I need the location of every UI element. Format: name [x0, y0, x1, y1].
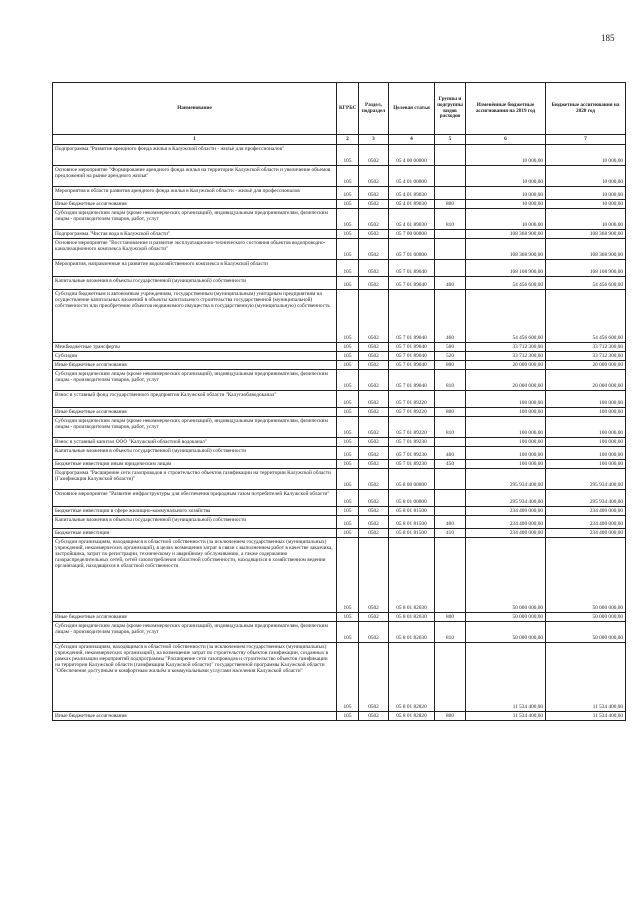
row-group: 810 — [435, 209, 466, 230]
table-row — [53, 145, 626, 166]
row-amount-2020: 50 000 000,00 — [546, 622, 626, 643]
header-group: Группы и подгруппы видов расходов — [435, 83, 466, 135]
row-name: Субсидии юридическим лицам (кроме некоммерческих организаций), индивидуальным предпринимателям, физическим лицам - производителям товаров, работ, услуг — [53, 417, 337, 438]
row-group — [435, 438, 466, 447]
row-section: 0502 — [359, 200, 389, 209]
row-group — [435, 145, 466, 166]
row-name: Субсидии юридическим лицам (кроме некоммерческих организаций), индивидуальным предпринимателям, физическим лицам - производителям товаров, работ, услуг — [53, 370, 337, 391]
row-code: 105 — [337, 438, 359, 447]
row-group — [435, 643, 466, 712]
row-amount-2019: 108 168 900,00 — [466, 260, 546, 277]
row-section: 0502 — [359, 343, 389, 352]
row-section: 0502 — [359, 361, 389, 370]
row-group: 810 — [435, 370, 466, 391]
row-code: 105 — [337, 613, 359, 622]
row-amount-2019: 20 000 000,00 — [466, 370, 546, 391]
row-group — [435, 187, 466, 200]
row-article: 05 7 01 89040 — [389, 361, 435, 370]
column-number: 7 — [546, 135, 626, 145]
table-row — [53, 507, 626, 516]
row-name: Взнос в уставный фонд государственного предприятия Калужской области "Калугаоблводоканал" — [53, 391, 337, 408]
row-amount-2019: 100 000,00 — [466, 460, 546, 469]
row-group — [435, 490, 466, 507]
row-code: 105 — [337, 538, 359, 613]
row-section: 0502 — [359, 239, 389, 260]
row-article: 05 8 00 00000 — [389, 469, 435, 490]
row-name: Бюджетные инвестиции в сфере жилищно-коммунального хозяйства — [53, 507, 337, 516]
row-amount-2019: 100 000,00 — [466, 438, 546, 447]
row-name: Субсидии юридическим лицам (кроме некоммерческих организаций), индивидуальным предпринимателям, физическим лицам - производителям товаров, работ, услуг — [53, 622, 337, 643]
row-code: 105 — [337, 408, 359, 417]
row-article: 05 7 01 89040 — [389, 260, 435, 277]
row-name: Субсидии организациям, находящимся в областной собственности (за исключением государственных (муниципальных) учреждений, некоммерческих организаций), на возмещение затрат по строительству объектов газификации, созданных в рамках реализации мероприятий подпрограммы "Расширение сети газопроводов и строительство объектов газификации на территории Калужской области (газификация Калужской области)" государственной программы Калужской области "Обеспечение доступным и комфортным жильём и коммунальными услугами населения Калужской области" — [53, 643, 337, 712]
row-code: 105 — [337, 516, 359, 529]
row-amount-2020: 54 456 600,00 — [546, 277, 626, 290]
row-amount-2020: 10 000,00 — [546, 166, 626, 187]
header-section: Раздел, подраздел — [359, 83, 389, 135]
row-group: 450 — [435, 460, 466, 469]
row-article: 05 7 01 89220 — [389, 408, 435, 417]
table-row — [53, 230, 626, 239]
row-amount-2019: 234 400 000,00 — [466, 507, 546, 516]
row-code: 105 — [337, 145, 359, 166]
row-amount-2020: 100 000,00 — [546, 438, 626, 447]
row-amount-2019: 234 400 000,00 — [466, 516, 546, 529]
row-section: 0502 — [359, 469, 389, 490]
row-code: 105 — [337, 277, 359, 290]
column-number: 5 — [435, 135, 466, 145]
row-name: Капитальные вложения в объекты государственной (муниципальной) собственности — [53, 277, 337, 290]
row-group: 800 — [435, 613, 466, 622]
row-article: 05 7 01 89040 — [389, 343, 435, 352]
row-group — [435, 260, 466, 277]
row-amount-2019: 108 368 900,00 — [466, 230, 546, 239]
table-row — [53, 209, 626, 230]
row-amount-2019: 50 000 000,00 — [466, 622, 546, 643]
row-group — [435, 239, 466, 260]
row-section: 0502 — [359, 712, 389, 721]
row-amount-2020: 100 000,00 — [546, 417, 626, 438]
table-row — [53, 277, 626, 290]
table-row — [53, 361, 626, 370]
row-name: Взнос в уставный капитал ООО "Калужский областной водоканал" — [53, 438, 337, 447]
row-name: Субсидии организациям, находящимся в областной собственности (за исключением государственных (муниципальных) учреждений, некоммерческих организаций), в целях возмещения затрат в связи с выполнением работ в качестве заказчика, застройщика, затрат по регистрации, техническому и аварийному обслуживанию, а также содержанию газораспределительных сетей, сетей газопотребления областной собственности, находящихся в хозяйственном ведении организаций, находящихся в областной собственности — [53, 538, 337, 613]
row-amount-2020: 234 400 000,00 — [546, 516, 626, 529]
row-amount-2019: 54 456 600,00 — [466, 290, 546, 343]
row-amount-2019: 295 934 400,00 — [466, 490, 546, 507]
table-row — [53, 166, 626, 187]
page-number: 185 — [601, 33, 615, 43]
row-section: 0502 — [359, 643, 389, 712]
row-amount-2019: 10 000,00 — [466, 166, 546, 187]
table-row — [53, 643, 626, 712]
table-body — [53, 145, 626, 721]
row-code: 105 — [337, 239, 359, 260]
table-row — [53, 260, 626, 277]
row-section: 0502 — [359, 290, 389, 343]
column-number: 4 — [389, 135, 435, 145]
table-row — [53, 391, 626, 408]
row-section: 0502 — [359, 230, 389, 239]
row-article: 05 7 01 89220 — [389, 391, 435, 408]
table-row — [53, 447, 626, 460]
row-code: 105 — [337, 290, 359, 343]
row-section: 0502 — [359, 408, 389, 417]
row-group: 800 — [435, 361, 466, 370]
row-amount-2020: 234 400 000,00 — [546, 529, 626, 538]
row-code: 105 — [337, 391, 359, 408]
table-row — [53, 529, 626, 538]
row-amount-2020: 11 534 400,00 — [546, 712, 626, 721]
header-article: Целевая статья — [389, 83, 435, 135]
row-amount-2020: 10 000,00 — [546, 145, 626, 166]
row-amount-2020: 10 000,00 — [546, 187, 626, 200]
row-name: Подпрограмма "Чистая вода в Калужской области" — [53, 230, 337, 239]
row-name: Подпрограмма "Расширение сети газопроводов и строительство объектов газификации на территории Калужской области (Газификация Калужской области)" — [53, 469, 337, 490]
table-row — [53, 469, 626, 490]
row-article: 05 8 01 00000 — [389, 490, 435, 507]
row-amount-2020: 10 000,00 — [546, 209, 626, 230]
row-section: 0502 — [359, 516, 389, 529]
row-amount-2020: 108 368 900,00 — [546, 239, 626, 260]
row-amount-2019: 50 000 000,00 — [466, 613, 546, 622]
row-article: 05 8 01 81500 — [389, 507, 435, 516]
row-name: Иные бюджетные ассигнования — [53, 200, 337, 209]
row-section: 0502 — [359, 277, 389, 290]
row-article: 05 8 01 81500 — [389, 516, 435, 529]
row-name: Бюджетные инвестиции — [53, 529, 337, 538]
row-name: Капитальные вложения в объекты государственной (муниципальной) собственности — [53, 516, 337, 529]
row-code: 105 — [337, 460, 359, 469]
row-code: 105 — [337, 529, 359, 538]
row-section: 0502 — [359, 622, 389, 643]
row-section: 0502 — [359, 538, 389, 613]
row-article: 05 7 01 89040 — [389, 370, 435, 391]
row-group: 400 — [435, 447, 466, 460]
row-article: 05 8 01 82630 — [389, 538, 435, 613]
row-amount-2019: 10 000,00 — [466, 145, 546, 166]
row-amount-2019: 100 000,00 — [466, 408, 546, 417]
table-row — [53, 622, 626, 643]
row-group — [435, 507, 466, 516]
table-row — [53, 290, 626, 343]
row-article: 05 7 01 89230 — [389, 460, 435, 469]
row-code: 105 — [337, 417, 359, 438]
column-number: 6 — [466, 135, 546, 145]
row-section: 0502 — [359, 352, 389, 361]
row-amount-2019: 108 368 900,00 — [466, 239, 546, 260]
row-amount-2019: 11 534 400,00 — [466, 712, 546, 721]
row-code: 105 — [337, 260, 359, 277]
row-amount-2019: 100 000,00 — [466, 391, 546, 408]
row-group: 400 — [435, 277, 466, 290]
row-amount-2019: 50 000 000,00 — [466, 538, 546, 613]
row-amount-2019: 33 712 300,00 — [466, 343, 546, 352]
row-article: 05 7 01 89230 — [389, 438, 435, 447]
table-row — [53, 613, 626, 622]
row-amount-2019: 54 456 600,00 — [466, 277, 546, 290]
row-code: 105 — [337, 361, 359, 370]
row-amount-2019: 234 400 000,00 — [466, 529, 546, 538]
row-group — [435, 166, 466, 187]
row-code: 105 — [337, 622, 359, 643]
row-section: 0502 — [359, 438, 389, 447]
row-code: 105 — [337, 469, 359, 490]
row-article: 05 7 01 89230 — [389, 447, 435, 460]
row-code: 105 — [337, 712, 359, 721]
row-name: Капитальные вложения в объекты государственной (муниципальной) собственности — [53, 447, 337, 460]
column-number: 1 — [53, 135, 337, 145]
row-amount-2019: 20 000 000,00 — [466, 361, 546, 370]
row-amount-2020: 20 000 000,00 — [546, 361, 626, 370]
row-amount-2019: 10 000,00 — [466, 187, 546, 200]
row-article: 05 8 01 82820 — [389, 712, 435, 721]
row-name: Основное мероприятие "Формирование арендного фонда жилья на территории Калужской области и увеличение объемов предложений на рынке арендного жилья" — [53, 166, 337, 187]
row-amount-2020: 234 400 000,00 — [546, 507, 626, 516]
header-code: КГРБС — [337, 83, 359, 135]
row-amount-2020: 11 534 400,00 — [546, 643, 626, 712]
row-name: Субсидии юридическим лицам (кроме некоммерческих организаций), индивидуальным предпринимателям, физическим лицам - производителям товаров, работ, услуг — [53, 209, 337, 230]
row-section: 0502 — [359, 370, 389, 391]
row-group: 800 — [435, 200, 466, 209]
row-section: 0502 — [359, 447, 389, 460]
row-amount-2019: 33 712 300,00 — [466, 352, 546, 361]
row-article: 05 4 01 89030 — [389, 209, 435, 230]
table-row — [53, 408, 626, 417]
row-code: 105 — [337, 200, 359, 209]
header-name: Наименование — [53, 83, 337, 135]
column-number: 2 — [337, 135, 359, 145]
row-amount-2020: 295 934 400,00 — [546, 469, 626, 490]
row-article: 05 4 01 00000 — [389, 166, 435, 187]
row-amount-2019: 100 000,00 — [466, 447, 546, 460]
table-row — [53, 343, 626, 352]
row-name: Бюджетные инвестиции иным юридическим лицам — [53, 460, 337, 469]
row-group — [435, 391, 466, 408]
row-amount-2019: 295 934 400,00 — [466, 469, 546, 490]
row-code: 105 — [337, 507, 359, 516]
row-amount-2020: 100 000,00 — [546, 408, 626, 417]
row-name: Основное мероприятие "Восстановление и развитие эксплуатационно-технического состояния объектов водопроводно-канализационного комплекса Калужской области" — [53, 239, 337, 260]
column-number-row — [53, 135, 626, 145]
row-article: 05 8 01 82630 — [389, 622, 435, 643]
row-group: 400 — [435, 516, 466, 529]
row-article: 05 4 01 89030 — [389, 200, 435, 209]
row-section: 0502 — [359, 613, 389, 622]
row-article: 05 4 01 89030 — [389, 187, 435, 200]
row-amount-2020: 295 934 400,00 — [546, 490, 626, 507]
row-section: 0502 — [359, 166, 389, 187]
header-amount-2019: Изменённые бюджетные ассигнования на 2019 год — [466, 83, 546, 135]
header-amount-2020: Бюджетные ассигнования на 2020 год — [546, 83, 626, 135]
row-section: 0502 — [359, 529, 389, 538]
row-article: 05 8 01 81500 — [389, 529, 435, 538]
table-row — [53, 417, 626, 438]
row-group: 810 — [435, 417, 466, 438]
row-name: Основное мероприятие "Развитие инфраструктуры для обеспечения природным газом потребителей Калужской области" — [53, 490, 337, 507]
row-section: 0502 — [359, 417, 389, 438]
row-group: 800 — [435, 712, 466, 721]
row-amount-2020: 50 000 000,00 — [546, 538, 626, 613]
row-amount-2019: 10 000,00 — [466, 209, 546, 230]
row-code: 105 — [337, 447, 359, 460]
row-code: 105 — [337, 187, 359, 200]
row-section: 0502 — [359, 507, 389, 516]
row-article: 05 7 01 00000 — [389, 239, 435, 260]
row-code: 105 — [337, 352, 359, 361]
row-section: 0502 — [359, 187, 389, 200]
row-section: 0502 — [359, 391, 389, 408]
row-amount-2020: 100 000,00 — [546, 447, 626, 460]
table-row — [53, 712, 626, 721]
row-section: 0502 — [359, 490, 389, 507]
row-amount-2020: 10 000,00 — [546, 200, 626, 209]
row-name: Иные бюджетные ассигнования — [53, 361, 337, 370]
row-amount-2019: 100 000,00 — [466, 417, 546, 438]
table-row — [53, 538, 626, 613]
row-code: 105 — [337, 643, 359, 712]
row-code: 105 — [337, 209, 359, 230]
row-code: 105 — [337, 370, 359, 391]
row-amount-2020: 33 712 300,00 — [546, 343, 626, 352]
table-row — [53, 460, 626, 469]
row-name: Подпрограмма "Развитие арендного фонда жилья в Калужской области - жильё для профессионалов" — [53, 145, 337, 166]
table-header-row — [53, 83, 626, 135]
row-section: 0502 — [359, 460, 389, 469]
row-name: Субсидии бюджетным и автономным учреждениям, государственным (муниципальным) унитарным предприятиям на осуществление капитальных вложений в объекты капитального строительства государственной (муниципальной) собственности или приобретение объектов недвижимого имущества в государственную (муниципальную) собственность — [53, 290, 337, 343]
row-amount-2020: 33 712 300,00 — [546, 352, 626, 361]
table-row — [53, 187, 626, 200]
row-amount-2019: 10 000,00 — [466, 200, 546, 209]
row-group: 520 — [435, 352, 466, 361]
row-group — [435, 230, 466, 239]
row-article: 05 7 00 00000 — [389, 230, 435, 239]
row-group: 460 — [435, 290, 466, 343]
budget-table — [52, 82, 626, 721]
row-group: 500 — [435, 343, 466, 352]
row-group: 810 — [435, 622, 466, 643]
row-code: 105 — [337, 166, 359, 187]
row-name: Иные бюджетные ассигнования — [53, 613, 337, 622]
row-group — [435, 538, 466, 613]
table-row — [53, 438, 626, 447]
row-amount-2020: 100 000,00 — [546, 460, 626, 469]
row-article: 05 4 00 00000 — [389, 145, 435, 166]
row-amount-2020: 50 000 000,00 — [546, 613, 626, 622]
table-row — [53, 370, 626, 391]
row-amount-2020: 108 168 900,00 — [546, 260, 626, 277]
row-section: 0502 — [359, 260, 389, 277]
table-row — [53, 516, 626, 529]
row-group: 410 — [435, 529, 466, 538]
row-amount-2020: 54 456 600,00 — [546, 290, 626, 343]
table-row — [53, 352, 626, 361]
row-section: 0502 — [359, 145, 389, 166]
table-row — [53, 239, 626, 260]
row-name: Межбюджетные трансферты — [53, 343, 337, 352]
row-article: 05 7 01 89040 — [389, 352, 435, 361]
row-amount-2019: 11 534 400,00 — [466, 643, 546, 712]
row-name: Иные бюджетные ассигнования — [53, 712, 337, 721]
row-name: Иные бюджетные ассигнования — [53, 408, 337, 417]
row-article: 05 7 01 89040 — [389, 277, 435, 290]
row-name: Субсидии — [53, 352, 337, 361]
row-name: Мероприятия, направленные на развитие водохозяйственного комплекса в Калужской области — [53, 260, 337, 277]
row-article: 05 8 01 82630 — [389, 613, 435, 622]
row-group: 800 — [435, 408, 466, 417]
row-amount-2020: 20 000 000,00 — [546, 370, 626, 391]
row-code: 105 — [337, 490, 359, 507]
column-number: 3 — [359, 135, 389, 145]
row-article: 05 7 01 89040 — [389, 290, 435, 343]
row-name: Мероприятия в области развития арендного фонда жилья в Калужской области - жильё для профессионалов — [53, 187, 337, 200]
row-article: 05 7 01 89220 — [389, 417, 435, 438]
row-section: 0502 — [359, 209, 389, 230]
row-amount-2020: 100 000,00 — [546, 391, 626, 408]
table-row — [53, 200, 626, 209]
row-group — [435, 469, 466, 490]
row-code: 105 — [337, 230, 359, 239]
row-amount-2020: 108 368 900,00 — [546, 230, 626, 239]
row-article: 05 8 01 82820 — [389, 643, 435, 712]
row-code: 105 — [337, 343, 359, 352]
table-row — [53, 490, 626, 507]
